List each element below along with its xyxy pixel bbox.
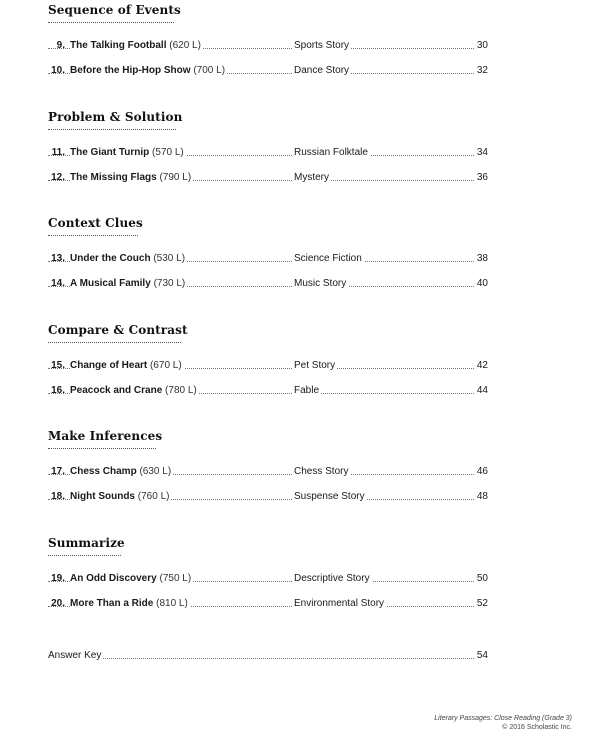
entry-title-group	[70, 39, 203, 52]
entry-page: 32	[476, 65, 488, 76]
entry-title-group	[70, 171, 193, 184]
answer-key-row	[48, 649, 488, 662]
entry-page: 48	[476, 491, 488, 502]
answer-key-page: 54	[476, 650, 488, 661]
footer-copyright: © 2016 Scholastic Inc.	[502, 724, 572, 731]
entry-title: The Talking Football	[70, 40, 167, 51]
entry-page: 34	[476, 147, 488, 158]
entry-title-group	[70, 597, 190, 610]
entry-number: 16.	[51, 385, 65, 396]
toc-entry[interactable]	[48, 465, 488, 478]
page-footer	[434, 714, 572, 732]
entry-page: 42	[476, 360, 488, 371]
entry-genre: Dance Story	[294, 65, 350, 76]
entry-number: 19.	[51, 573, 65, 584]
entry-genre: Suspense Story	[294, 491, 365, 502]
entry-lexile: (530 L)	[153, 253, 186, 264]
toc-entry[interactable]	[48, 171, 488, 184]
entry-genre: Environmental Story	[294, 598, 385, 609]
entry-page: 38	[476, 253, 488, 264]
toc-section	[48, 323, 488, 409]
entry-number: 13.	[51, 253, 65, 264]
entry-title-group	[70, 146, 186, 159]
entry-genre: Russian Folktale	[294, 147, 368, 158]
entry-page: 36	[476, 172, 488, 183]
toc-entry[interactable]	[48, 252, 488, 265]
toc-entry[interactable]	[48, 384, 488, 397]
section-heading: Make Inferences	[48, 429, 163, 443]
entry-title-group	[70, 64, 227, 77]
toc-entry[interactable]	[48, 277, 488, 290]
entry-title: The Missing Flags	[70, 172, 157, 183]
entry-title: Night Sounds	[70, 491, 135, 502]
entry-title-group	[70, 490, 171, 503]
section-heading: Context Clues	[48, 216, 143, 230]
entry-lexile: (620 L)	[169, 40, 201, 51]
entry-number: 18.	[51, 491, 65, 502]
entry-number: 11.	[51, 147, 65, 158]
entry-number: 12.	[51, 172, 65, 183]
entry-genre: Chess Story	[294, 466, 349, 477]
entry-genre: Pet Story	[294, 360, 336, 371]
entry-lexile: (760 L)	[137, 491, 170, 502]
heading-dotted-rule	[48, 555, 121, 556]
entry-title-group	[70, 572, 193, 585]
heading-dotted-rule	[48, 342, 181, 343]
section-heading: Summarize	[48, 536, 125, 550]
toc-section	[48, 216, 488, 302]
toc-section	[48, 3, 488, 89]
entry-title: Peacock and Crane	[70, 385, 163, 396]
heading-dotted-rule	[48, 129, 176, 130]
section-heading: Sequence of Events	[48, 3, 181, 17]
entry-title-group	[70, 359, 184, 372]
entry-title: Change of Heart	[70, 360, 148, 371]
entry-page: 50	[476, 573, 488, 584]
entry-title: Before the Hip-Hop Show	[70, 65, 191, 76]
dot-leader	[48, 658, 488, 659]
entry-genre: Science Fiction	[294, 253, 362, 264]
entry-page: 52	[476, 598, 488, 609]
entry-page: 44	[476, 385, 488, 396]
toc-entry[interactable]	[48, 597, 488, 610]
entry-title: Chess Champ	[70, 466, 137, 477]
entry-number: 10.	[51, 65, 65, 76]
entry-genre: Descriptive Story	[294, 573, 370, 584]
entry-title-group	[70, 252, 187, 265]
entry-page: 46	[476, 466, 488, 477]
heading-dotted-rule	[48, 235, 138, 236]
entry-title-group	[70, 384, 199, 397]
toc-entry[interactable]	[48, 39, 488, 52]
entry-title: An Odd Discovery	[70, 573, 157, 584]
entry-number: 9.	[56, 40, 65, 51]
toc-section	[48, 110, 488, 196]
entry-title: The Giant Turnip	[70, 147, 150, 158]
toc-section	[48, 429, 488, 515]
toc-entry[interactable]	[48, 64, 488, 77]
section-heading: Compare & Contrast	[48, 323, 188, 337]
footer-book-title: Literary Passages: Close Reading (Grade 3)	[434, 715, 572, 722]
entry-genre: Mystery	[294, 172, 329, 183]
entry-title-group	[70, 465, 173, 478]
toc-entry[interactable]	[48, 490, 488, 503]
entry-lexile: (730 L)	[153, 278, 186, 289]
toc-entry[interactable]	[48, 359, 488, 372]
entry-page: 40	[476, 278, 488, 289]
entry-number: 17.	[51, 466, 65, 477]
heading-dotted-rule	[48, 448, 156, 449]
entry-lexile: (780 L)	[165, 385, 197, 396]
toc-section	[48, 536, 488, 622]
entry-title: A Musical Family	[70, 278, 151, 289]
entry-lexile: (810 L)	[156, 598, 188, 609]
toc-entry[interactable]	[48, 572, 488, 585]
entry-lexile: (700 L)	[193, 65, 226, 76]
section-heading: Problem & Solution	[48, 110, 183, 124]
entry-genre: Sports Story	[294, 40, 350, 51]
entry-title-group	[70, 277, 187, 290]
answer-key-label: Answer Key	[48, 650, 102, 661]
entry-title: More Than a Ride	[70, 598, 154, 609]
entry-genre: Fable	[294, 385, 320, 396]
heading-dotted-rule	[48, 22, 174, 23]
entry-lexile: (750 L)	[159, 573, 192, 584]
entry-page: 30	[476, 40, 488, 51]
entry-number: 14.	[51, 278, 65, 289]
entry-number: 20.	[51, 598, 65, 609]
entry-lexile: (630 L)	[139, 466, 172, 477]
toc-entry[interactable]	[48, 146, 488, 159]
entry-lexile: (570 L)	[152, 147, 184, 158]
entry-lexile: (790 L)	[159, 172, 192, 183]
entry-number: 15.	[51, 360, 65, 371]
entry-lexile: (670 L)	[150, 360, 182, 371]
entry-title: Under the Couch	[70, 253, 151, 264]
entry-genre: Music Story	[294, 278, 347, 289]
